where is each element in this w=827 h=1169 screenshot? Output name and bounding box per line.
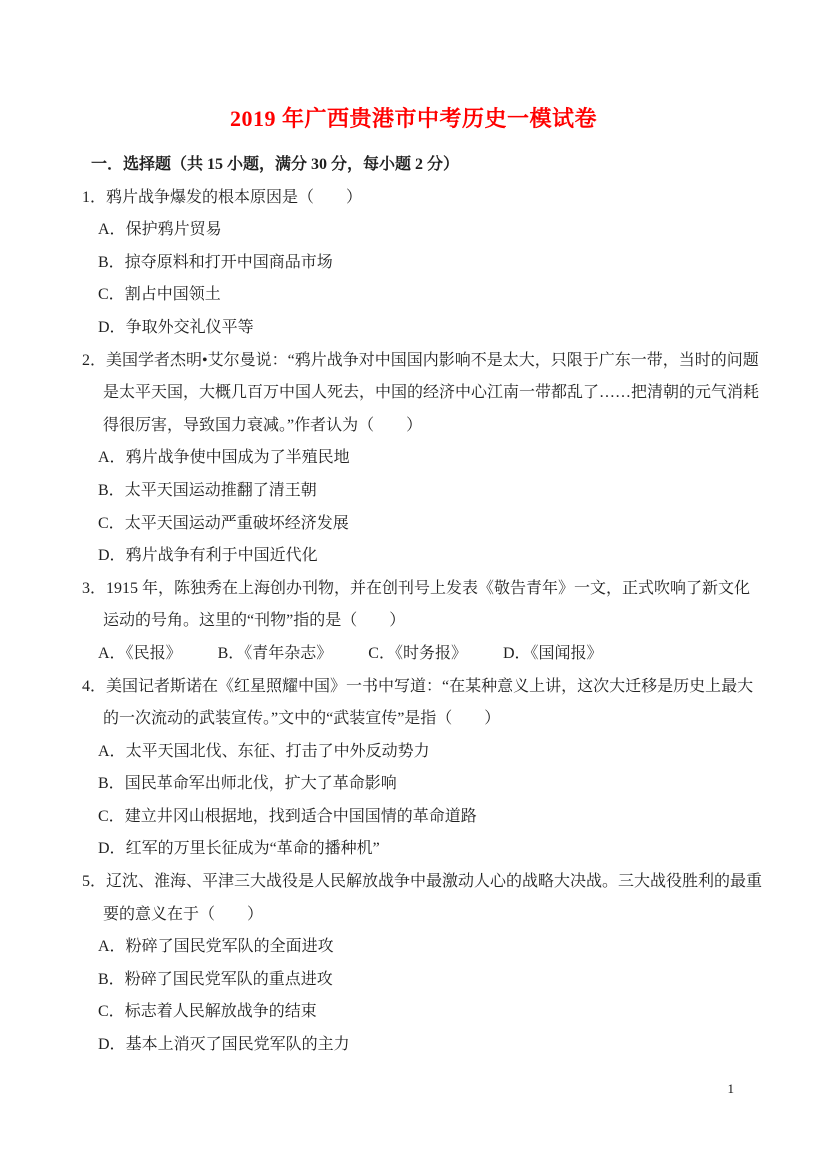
question-2: [82, 345, 766, 573]
question-3-option-b: [218, 638, 333, 671]
option-text: 太平天国运动严重破坏经济发展: [124, 514, 349, 532]
question-3-stem: [82, 573, 766, 638]
question-1-stem: [82, 182, 766, 215]
question-2-option-c: [82, 508, 766, 541]
section-heading: 一．选择题（共 15 小题，满分 30 分，每小题 2 分）: [91, 156, 460, 173]
option-text: 太平天国运动推翻了清王朝: [124, 481, 317, 499]
option-text: 掠夺原料和打开中国商品市场: [124, 253, 333, 271]
question-5-stem: [82, 866, 766, 931]
question-1-text: 鸦片战争爆发的根本原因是（ ）: [106, 188, 363, 206]
question-3-option-c: [368, 638, 467, 671]
option-label: B．: [98, 970, 125, 988]
question-2-option-d: [82, 540, 766, 573]
option-label: D．: [98, 840, 126, 858]
exam-content: [82, 149, 766, 1062]
question-1-option-b: [82, 247, 766, 280]
option-text: 鸦片战争有利于中国近代化: [125, 547, 318, 565]
question-2-number: 2．: [82, 351, 107, 369]
option-text: 割占中国领土: [124, 286, 221, 304]
question-5-options: [82, 931, 766, 1061]
option-label: B．: [98, 481, 125, 499]
option-label: A．: [98, 449, 126, 467]
option-text: 基本上消灭了国民党军队的主力: [125, 1036, 350, 1054]
option-label: C．: [98, 1003, 125, 1021]
question-4-number: 4．: [82, 677, 107, 695]
question-5-number: 5．: [82, 873, 107, 891]
option-text: 《时务报》: [394, 644, 467, 662]
question-3-option-d: [503, 638, 603, 671]
question-3-options: [82, 638, 766, 671]
question-2-option-a: [82, 442, 766, 475]
option-text: 国民革命军出师北伐，扩大了革命影响: [124, 775, 397, 793]
question-2-option-b: [82, 475, 766, 508]
question-5: [82, 866, 766, 1062]
option-text: 保护鸦片贸易: [125, 221, 222, 239]
option-label: D．: [98, 1036, 126, 1054]
option-label: D．: [98, 318, 126, 336]
question-5-option-b: [82, 964, 766, 997]
question-1: [82, 182, 766, 345]
option-label: A．: [98, 644, 126, 662]
option-label: A．: [98, 742, 126, 760]
option-text: 粉碎了国民党军队的重点进攻: [124, 970, 333, 988]
question-4: [82, 671, 766, 867]
question-5-option-a: [82, 931, 766, 964]
question-3: [82, 573, 766, 671]
question-1-number: 1．: [82, 188, 107, 206]
question-4-text: 美国记者斯诺在《红星照耀中国》一书中写道：“在某种意义上讲，这次大迁移是历史上最大的一次流动的武装宣传。”文中的“武装宣传”是指（ ）: [103, 677, 754, 728]
option-label: A．: [98, 221, 126, 239]
question-4-option-a: [82, 736, 766, 769]
question-4-option-d: [82, 833, 766, 866]
option-text: 建立井冈山根据地，找到适合中国国情的革命道路: [124, 807, 477, 825]
option-label: C．: [98, 286, 125, 304]
option-text: 《国闻报》: [530, 644, 603, 662]
question-5-option-c: [82, 996, 766, 1029]
page-title: 2019 年广西贵港市中考历史一模试卷: [229, 106, 597, 131]
option-text: 太平天国北伐、东征、打击了中外反动势力: [125, 742, 430, 760]
question-5-text: 辽沈、淮海、平津三大战役是人民解放战争中最激动人心的战略大决战。三大战役胜利的最重要的意义在于（ ）: [103, 873, 763, 923]
option-text: 红军的万里长征成为“革命的播种机”: [125, 840, 380, 858]
option-text: 标志着人民解放战争的结束: [124, 1003, 317, 1021]
question-4-options: [82, 736, 766, 866]
option-label: B．: [98, 253, 125, 271]
question-3-number: 3．: [82, 579, 107, 597]
question-2-stem: [82, 345, 766, 443]
option-label: A．: [98, 938, 126, 956]
question-3-option-a: [98, 638, 182, 671]
question-1-options: [82, 214, 766, 344]
option-label: D．: [98, 547, 126, 565]
option-text: 《青年杂志》: [244, 644, 333, 662]
option-text: 争取外交礼仪平等: [125, 318, 254, 336]
option-label: B．: [98, 775, 125, 793]
option-label: C．: [98, 514, 125, 532]
question-1-option-d: [82, 312, 766, 345]
question-4-option-c: [82, 801, 766, 834]
option-label: C．: [98, 807, 125, 825]
question-4-option-b: [82, 768, 766, 801]
option-text: 《民报》: [125, 644, 182, 662]
option-text: 粉碎了国民党军队的全面进攻: [125, 938, 334, 956]
page-number: 1: [727, 1081, 734, 1096]
option-text: 鸦片战争使中国成为了半殖民地: [125, 449, 350, 467]
question-2-text: 美国学者杰明•艾尔曼说：“鸦片战争对中国国内影响不是太大，只限于广东一带，当时的问题是太平天国，大概几百万中国人死去，中国的经济中心江南一带都乱了……把清朝的元气消耗得很厉害，导致国力衰减。”作者认为（ ）: [103, 351, 760, 434]
question-3-text: 1915 年，陈独秀在上海创办刊物，并在创刊号上发表《敬告青年》一文，正式吹响了新文化运动的号角。这里的“刊物”指的是（ ）: [103, 579, 751, 630]
question-5-option-d: [82, 1029, 766, 1062]
option-label: B．: [217, 644, 245, 662]
question-4-stem: [82, 671, 766, 736]
question-1-option-c: [82, 279, 766, 312]
question-1-option-a: [82, 214, 766, 247]
option-label: C．: [368, 644, 395, 662]
option-label: D．: [502, 644, 531, 662]
question-2-options: [82, 442, 766, 572]
